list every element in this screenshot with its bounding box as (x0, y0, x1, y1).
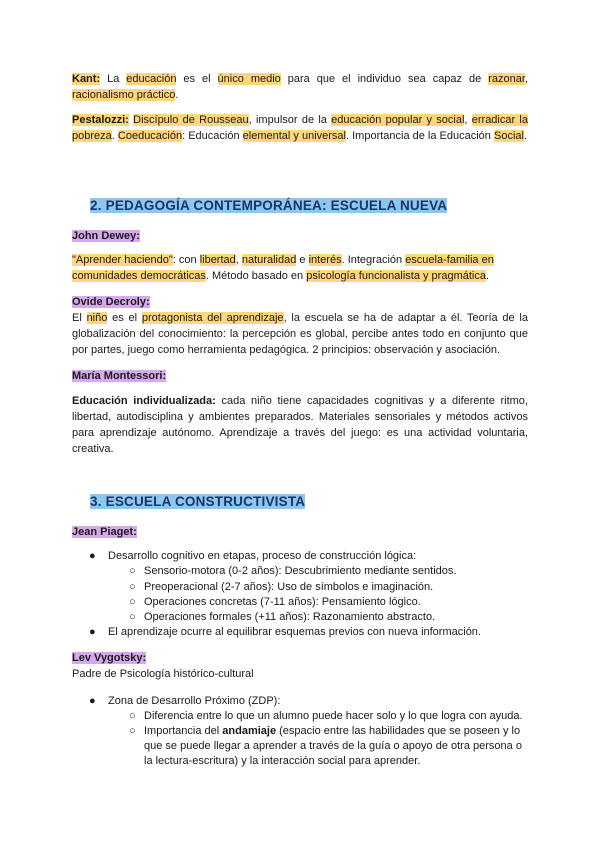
list-item (89, 549, 528, 564)
list-subitem (129, 564, 528, 579)
text: . (175, 89, 179, 101)
highlight: Discípulo de Rousseau (133, 114, 249, 126)
section-heading-escuela-nueva (90, 197, 447, 215)
highlight: racionalismo práctico (72, 89, 176, 101)
list-item-text: Desarrollo cognitivo en etapas, proceso de construcción lógica: (108, 550, 417, 562)
heading-text: 2. PEDAGOGÍA CONTEMPORÁNEA: ESCUELA NUEVA (90, 198, 448, 213)
circle-bullet-icon: ○ (129, 710, 136, 722)
author-name-decroly: Ovide Decroly: (72, 296, 150, 308)
circle-bullet-icon: ○ (129, 565, 136, 577)
text: , impulsor de la (248, 114, 332, 126)
decroly-paragraph (72, 310, 528, 358)
list-item-text: Sensorio-motora (0-2 años): Descubrimiento mediante sentidos. (144, 565, 457, 577)
list-item-text: Operaciones concretas (7-11 años): Pensamiento lógico. (144, 596, 421, 608)
list-subitem (129, 724, 530, 769)
text: . (485, 270, 490, 282)
circle-bullet-icon: ○ (129, 581, 136, 593)
author-name-montessori: María Montessori: (72, 370, 167, 382)
list-item-text: El aprendizaje ocurre al equilibrar esquemas previos con nueva información. (108, 626, 481, 638)
dewey-paragraph (72, 252, 528, 284)
text: El (72, 312, 87, 324)
text: . Integración (341, 254, 406, 266)
highlight: escuela-familia en comunidades democráticas (72, 254, 494, 282)
dewey-heading (72, 228, 528, 244)
highlight: Social (493, 130, 524, 142)
circle-bullet-icon: ○ (129, 725, 136, 737)
text: , (464, 114, 472, 126)
kant-paragraph (72, 71, 528, 103)
piaget-heading (72, 524, 528, 540)
montessori-paragraph (72, 393, 528, 457)
highlight: naturalidad (241, 254, 297, 266)
heading-text: 3. ESCUELA CONSTRUCTIVISTA (90, 494, 306, 509)
highlight: niño (86, 312, 108, 324)
text: . (111, 130, 118, 142)
list-item (89, 694, 528, 709)
text: es el (107, 312, 142, 324)
highlight: único medio (217, 73, 281, 85)
text: La (100, 73, 127, 85)
circle-bullet-icon: ○ (129, 596, 136, 608)
text: e (296, 254, 309, 266)
list-item-text: Importancia del (144, 725, 223, 737)
list-subitem (129, 580, 528, 595)
highlight: Coeducación (117, 130, 183, 142)
circle-bullet-icon: ○ (129, 611, 136, 623)
pestalozzi-paragraph (72, 112, 528, 144)
highlight: psicología funcionalista y pragmática (306, 270, 486, 282)
author-name-kant: Kant: (72, 73, 101, 85)
text: , la escuela se ha de adaptar a él. Teoría de la globalización del conocimiento: la percepción es global, percibe antes todo en conjunto que por partes, juego como herramienta pedagógica. 2 principios: observación y asociación. (72, 312, 528, 356)
bullet-icon: ● (89, 626, 96, 638)
text: para que el individuo sea capaz de (280, 73, 489, 85)
highlight: elemental y universal (242, 130, 346, 142)
list-subitem (129, 709, 530, 724)
text: . Importancia de la Educación (346, 130, 494, 142)
list-item-text: Operaciones formales (+11 años): Razonamiento abstracto. (144, 611, 436, 623)
author-name-pestalozzi: Pestalozzi: (72, 114, 129, 126)
bullet-icon: ● (89, 695, 96, 707)
vygotsky-heading (72, 650, 528, 666)
text: : Educación (182, 130, 243, 142)
bold-text: andamiaje (222, 725, 277, 737)
text: . (523, 130, 528, 142)
highlight: educación (126, 73, 177, 85)
bold-text: Educación individualizada: (72, 395, 216, 407)
montessori-heading (72, 368, 528, 384)
highlight: erradicar la pobreza (72, 114, 528, 142)
highlight: "Aprender haciendo" (72, 254, 173, 266)
text: es el (176, 73, 218, 85)
list-subitem (129, 595, 528, 610)
decroly-heading (72, 294, 528, 310)
highlight: libertad (199, 254, 236, 266)
list-subitem (129, 610, 528, 625)
bullet-icon: ● (89, 550, 96, 562)
text: cada niño tiene capacidades cognitivas y a diferente ritmo, libertad, autodisciplina y ambientes preparados. Materiales sensoriales y métodos activos para aprendizaje autónomo. Aprendizaje a través del juego: es una actividad voluntaria, creativa. (72, 395, 528, 455)
list-item-text: Zona de Desarrollo Próximo (ZDP): (108, 695, 281, 707)
highlight: educación popular y social (331, 114, 465, 126)
list-item (89, 625, 528, 640)
list-item-text: Preoperacional (2-7 años): Uso de símbolos e imaginación. (144, 581, 434, 593)
author-name-vygotsky: Lev Vygotsky: (72, 652, 147, 664)
list-item-text: Diferencia entre lo que un alumno puede hacer solo y lo que logra con ayuda. (144, 710, 523, 722)
highlight: interés (308, 254, 342, 266)
highlight: protagonista del aprendizaje (141, 312, 284, 324)
highlight: razonar (488, 73, 525, 85)
vygotsky-subtitle: Padre de Psicología histórico-cultural (72, 668, 254, 680)
author-name-piaget: Jean Piaget: (72, 526, 137, 538)
text: : con (172, 254, 200, 266)
text: . Método basado en (205, 270, 307, 282)
text: , (524, 73, 528, 85)
list-item-text: (espacio entre las habilidades que se poseen y lo que se puede llegar a aprender a través de la guía o apoyo de otra persona o la lectura-escritura) y la interacción social para aprender. (144, 725, 522, 767)
section-heading-constructivista (90, 493, 305, 511)
author-name-dewey: John Dewey: (72, 230, 140, 242)
text: , (235, 254, 242, 266)
